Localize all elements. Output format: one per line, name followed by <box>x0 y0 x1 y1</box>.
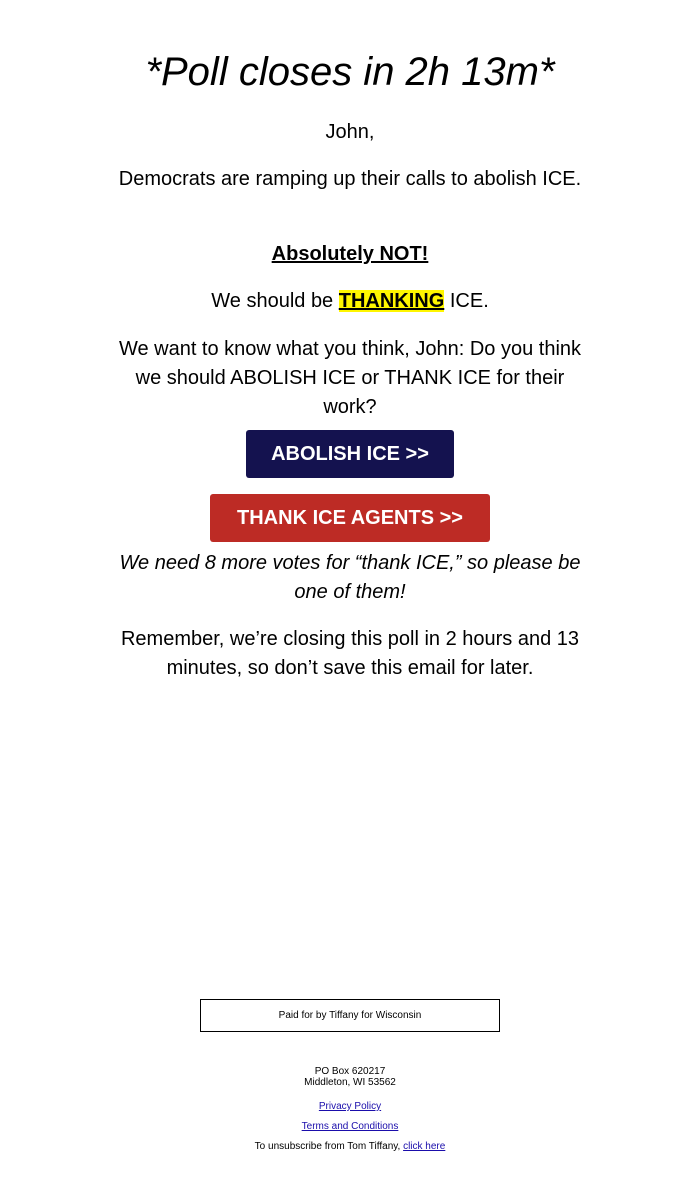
privacy-policy-link[interactable]: Privacy Policy <box>318 1101 382 1112</box>
privacy-policy-row <box>0 1101 700 1113</box>
votes-needed-text: We need 8 more votes for “thank ICE,” so please be one of them! <box>119 552 581 603</box>
greeting: John, <box>325 121 375 143</box>
terms-and-conditions-link[interactable]: Terms and Conditions <box>301 1121 399 1132</box>
address-line-1: PO Box 620217 <box>314 1066 386 1077</box>
poll-question: We want to know what you think, John: Do you think we should ABOLISH ICE or THANK ICE for their work? <box>118 338 582 418</box>
poll-deadline-headline: *Poll closes in 2h 13m* <box>145 50 555 94</box>
reminder-text: Remember, we’re closing this poll in 2 hours and 13 minutes, so don’t save this email for later. <box>120 628 580 679</box>
intro-paragraph: Democrats are ramping up their calls to abolish ICE. <box>118 168 582 190</box>
unsubscribe-link[interactable]: click here <box>403 1141 446 1152</box>
emphasis-line <box>110 240 590 269</box>
mailing-address <box>0 1066 700 1088</box>
thanking-line <box>110 287 590 316</box>
address-line-2: Middleton, WI 53562 <box>304 1077 396 1088</box>
thanking-prefix: We should be <box>211 290 339 312</box>
paid-for-text: Paid for by Tiffany for Wisconsin <box>278 1010 422 1021</box>
thanking-suffix: ICE. <box>444 290 489 312</box>
emphasis-text: Absolutely NOT! <box>271 243 429 265</box>
unsubscribe-text: To unsubscribe from Tom Tiffany, <box>254 1141 404 1152</box>
unsubscribe-row <box>0 1141 700 1153</box>
thank-ice-agents-button[interactable]: THANK ICE AGENTS >> <box>210 494 490 542</box>
abolish-ice-button[interactable]: ABOLISH ICE >> <box>246 430 454 478</box>
thanking-highlight: THANKING <box>338 290 445 312</box>
terms-row <box>0 1121 700 1133</box>
paid-for-disclaimer <box>200 999 500 1032</box>
